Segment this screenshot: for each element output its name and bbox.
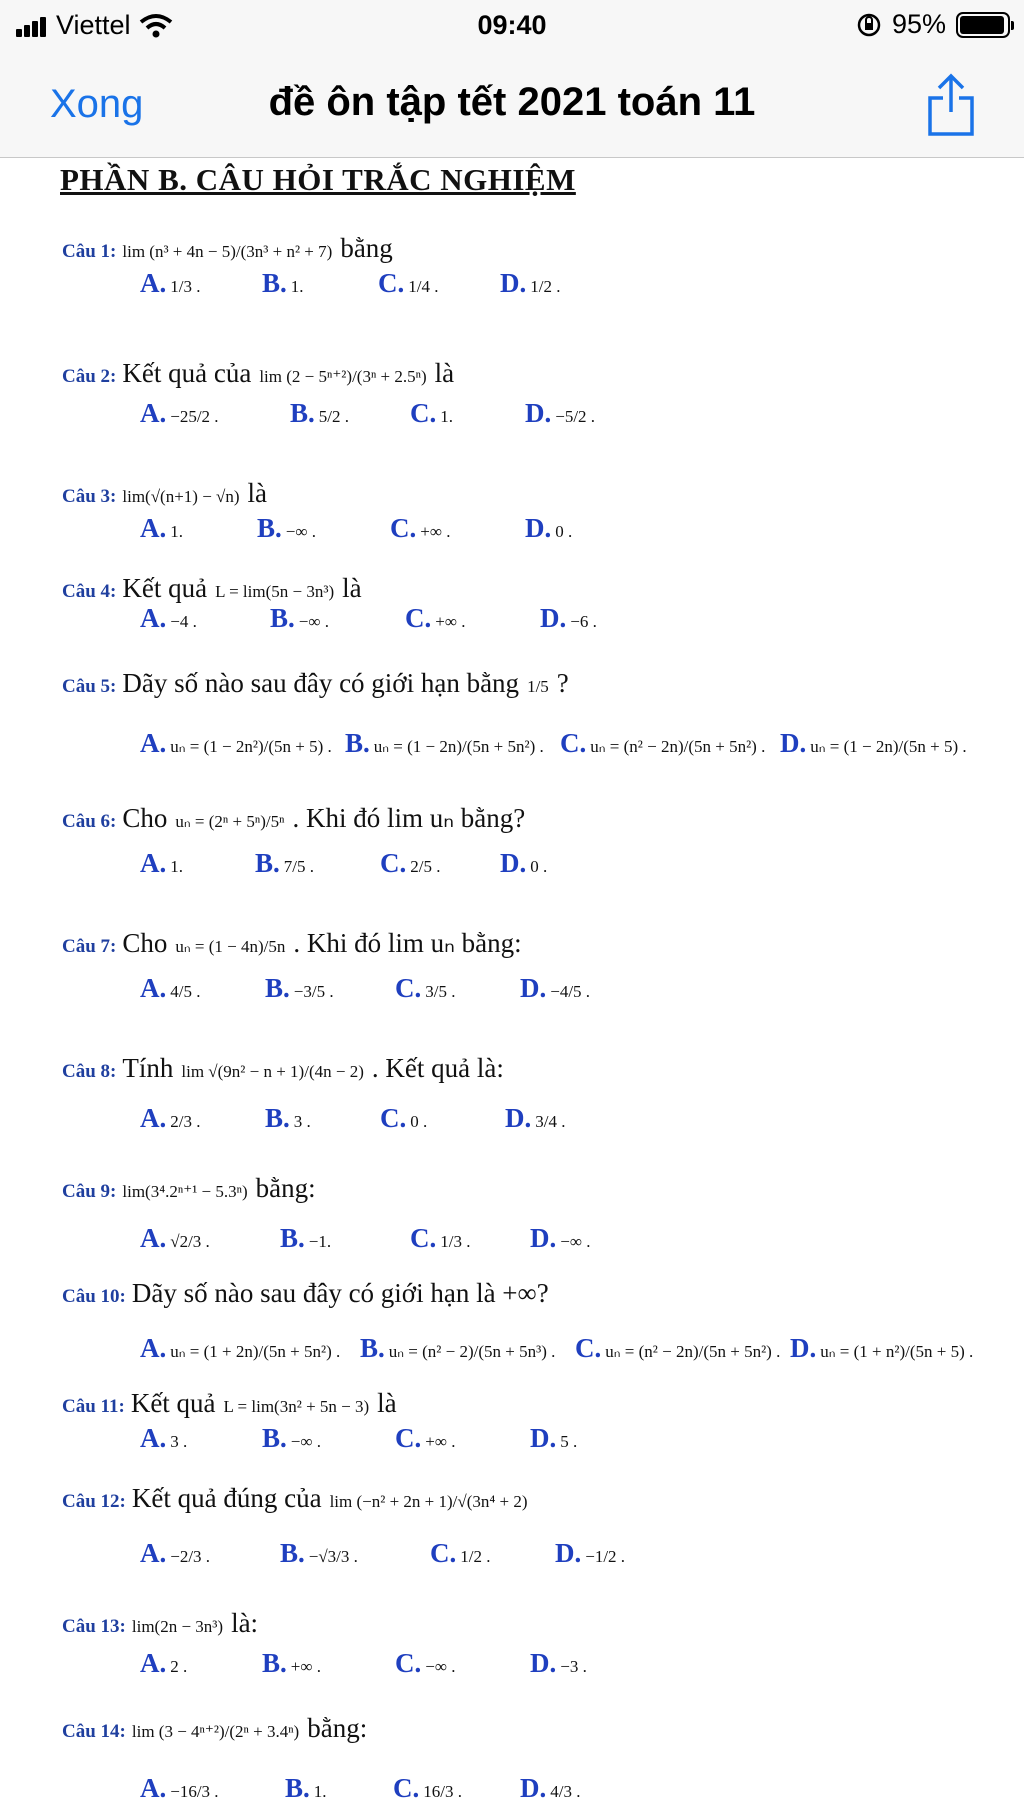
answer-letter: A. bbox=[140, 1648, 167, 1678]
answer-option bbox=[520, 1773, 580, 1804]
answer-option bbox=[140, 973, 200, 1004]
answer-letter: D. bbox=[520, 973, 547, 1003]
answer-value: 1/3 . bbox=[170, 277, 201, 296]
answer-letter: A. bbox=[140, 603, 167, 633]
answer-value: 7/5 . bbox=[283, 857, 314, 876]
answer-option bbox=[790, 1333, 973, 1364]
question-label: Câu 12: bbox=[62, 1491, 126, 1512]
question-text: Kết quả đúng của bbox=[131, 1483, 322, 1513]
answer-value: −1. bbox=[308, 1232, 332, 1251]
answer-letter: A. bbox=[140, 848, 167, 878]
answer-option bbox=[380, 1103, 427, 1134]
answer-letter: C. bbox=[395, 1648, 422, 1678]
answer-value: 5 . bbox=[560, 1432, 578, 1451]
question-text: Cho bbox=[122, 928, 168, 958]
answer-letter: C. bbox=[410, 398, 437, 428]
answer-value: uₙ = (1 + n²)/(5n + 5) . bbox=[820, 1342, 974, 1361]
answer-letter: C. bbox=[395, 1423, 422, 1453]
navigation-bar bbox=[0, 52, 1024, 158]
answer-letter: C. bbox=[405, 603, 432, 633]
answer-value: −25/2 . bbox=[170, 407, 219, 426]
question-text: Dãy số nào sau đây có giới hạn là +∞? bbox=[131, 1278, 549, 1308]
question-expression: L = lim(5n − 3n³) bbox=[215, 582, 335, 601]
answer-letter: C. bbox=[378, 268, 405, 298]
answer-option bbox=[555, 1538, 625, 1569]
question-6 bbox=[62, 803, 533, 834]
question-label: Câu 4: bbox=[62, 581, 117, 602]
answer-letter: D. bbox=[530, 1223, 557, 1253]
answer-value: uₙ = (1 − 2n)/(5n + 5) . bbox=[810, 737, 967, 756]
answer-value: 1. bbox=[170, 522, 183, 541]
answer-value: 2/5 . bbox=[410, 857, 441, 876]
answer-letter: D. bbox=[555, 1538, 582, 1568]
clock: 09:40 bbox=[477, 10, 547, 40]
question-expression: lim (−n² + 2n + 1)/√(3n⁴ + 2) bbox=[329, 1492, 528, 1511]
question-label: Câu 11: bbox=[62, 1396, 125, 1417]
question-14 bbox=[62, 1713, 375, 1744]
answer-value: −3 . bbox=[560, 1657, 587, 1676]
section-heading: PHẦN B. CÂU HỎI TRẮC NGHIỆM bbox=[60, 162, 576, 197]
question-suffix: . Khi đó lim uₙ bằng: bbox=[293, 928, 522, 958]
battery-percent: 95% bbox=[891, 9, 946, 39]
answer-letter: B. bbox=[262, 1423, 287, 1453]
answer-option bbox=[410, 1223, 470, 1254]
answer-letter: C. bbox=[393, 1773, 420, 1803]
answer-option bbox=[140, 1223, 210, 1254]
answer-letter: C. bbox=[430, 1538, 457, 1568]
answer-letter: D. bbox=[780, 728, 807, 758]
answer-value: 4/5 . bbox=[170, 982, 201, 1001]
question-suffix: là: bbox=[231, 1608, 259, 1638]
answer-letter: D. bbox=[520, 1773, 547, 1803]
question-12 bbox=[62, 1483, 536, 1514]
question-7 bbox=[62, 928, 530, 959]
question-label: Câu 8: bbox=[62, 1061, 117, 1082]
answer-letter: B. bbox=[285, 1773, 310, 1803]
question-suffix: . Khi đó lim uₙ bằng? bbox=[292, 803, 526, 833]
answer-letter: D. bbox=[525, 398, 552, 428]
answer-value: 3/4 . bbox=[535, 1112, 566, 1131]
answer-option bbox=[140, 848, 183, 879]
answer-letter: A. bbox=[140, 513, 167, 543]
answer-option bbox=[410, 398, 453, 429]
answer-option bbox=[270, 603, 329, 634]
answer-value: −∞ . bbox=[298, 612, 329, 631]
answer-letter: B. bbox=[262, 1648, 287, 1678]
answer-letter: D. bbox=[525, 513, 552, 543]
answer-value: 0 . bbox=[410, 1112, 428, 1131]
question-expression: lim √(9n² − n + 1)/(4n − 2) bbox=[181, 1062, 364, 1081]
question-expression: uₙ = (2ⁿ + 5ⁿ)/5ⁿ bbox=[175, 812, 285, 831]
answer-option bbox=[393, 1773, 462, 1804]
answer-letter: B. bbox=[345, 728, 370, 758]
document-page[interactable] bbox=[0, 158, 1024, 1820]
answer-option bbox=[500, 268, 560, 299]
question-2 bbox=[62, 358, 462, 389]
answer-option bbox=[520, 973, 590, 1004]
question-suffix: ? bbox=[556, 668, 569, 698]
question-3 bbox=[62, 478, 275, 509]
answer-value: uₙ = (n² − 2n)/(5n + 5n²) . bbox=[605, 1342, 781, 1361]
answer-option bbox=[265, 1103, 311, 1134]
status-right bbox=[856, 9, 1010, 40]
answer-option bbox=[285, 1773, 327, 1804]
answer-option bbox=[380, 848, 440, 879]
question-suffix: là bbox=[434, 358, 455, 388]
answer-value: 1/2 . bbox=[460, 1547, 491, 1566]
answer-value: −3/5 . bbox=[293, 982, 334, 1001]
answer-value: −∞ . bbox=[290, 1432, 321, 1451]
answer-option bbox=[140, 1333, 340, 1364]
answer-option bbox=[378, 268, 438, 299]
question-label: Câu 10: bbox=[62, 1286, 126, 1307]
answer-value: uₙ = (n² − 2n)/(5n + 5n²) . bbox=[590, 737, 766, 756]
answer-letter: C. bbox=[395, 973, 422, 1003]
answer-letter: C. bbox=[380, 1103, 407, 1133]
answer-option bbox=[525, 398, 595, 429]
answer-option bbox=[257, 513, 316, 544]
answer-option bbox=[360, 1333, 555, 1364]
question-expression: lim(3⁴.2ⁿ⁺¹ − 5.3ⁿ) bbox=[122, 1182, 248, 1201]
question-label: Câu 5: bbox=[62, 676, 117, 697]
answer-letter: B. bbox=[265, 973, 290, 1003]
question-text: Kết quả của bbox=[122, 358, 252, 388]
question-expression: lim (n³ + 4n − 5)/(3n³ + n² + 7) bbox=[122, 242, 333, 261]
battery-icon bbox=[956, 12, 1010, 38]
answer-value: −16/3 . bbox=[170, 1782, 219, 1801]
question-expression: lim(√(n+1) − √n) bbox=[122, 487, 240, 506]
answer-letter: A. bbox=[140, 1423, 167, 1453]
answer-letter: A. bbox=[140, 1333, 167, 1363]
answer-option bbox=[140, 1538, 210, 1569]
answer-option bbox=[255, 848, 314, 879]
answer-letter: D. bbox=[505, 1103, 532, 1133]
answer-value: 1. bbox=[290, 277, 304, 296]
question-label: Câu 2: bbox=[62, 366, 117, 387]
question-suffix: bằng bbox=[340, 233, 393, 263]
answer-option bbox=[500, 848, 547, 879]
question-10 bbox=[62, 1278, 557, 1309]
answer-letter: D. bbox=[500, 268, 527, 298]
answer-letter: C. bbox=[560, 728, 587, 758]
answer-value: −4/5 . bbox=[550, 982, 591, 1001]
answer-value: 3 . bbox=[170, 1432, 188, 1451]
question-label: Câu 7: bbox=[62, 936, 117, 957]
answer-letter: B. bbox=[270, 603, 295, 633]
question-suffix: bằng: bbox=[255, 1173, 316, 1203]
question-text: Kết quả bbox=[130, 1388, 216, 1418]
answer-option bbox=[405, 603, 465, 634]
answer-value: 1/3 . bbox=[440, 1232, 471, 1251]
answer-option bbox=[262, 1423, 321, 1454]
question-text: Cho bbox=[122, 803, 168, 833]
answer-value: uₙ = (n² − 2)/(5n + 5n³) . bbox=[388, 1342, 556, 1361]
question-label: Câu 3: bbox=[62, 486, 117, 507]
answer-value: 1/4 . bbox=[408, 277, 439, 296]
question-expression: lim (2 − 5ⁿ⁺²)/(3ⁿ + 2.5ⁿ) bbox=[259, 367, 427, 386]
answer-option bbox=[345, 728, 544, 759]
answer-letter: C. bbox=[380, 848, 407, 878]
answer-letter: A. bbox=[140, 728, 167, 758]
answer-value: uₙ = (1 − 2n)/(5n + 5n²) . bbox=[373, 737, 544, 756]
carrier-name: Viettel bbox=[56, 10, 131, 40]
answer-letter: B. bbox=[257, 513, 282, 543]
answer-option bbox=[140, 1773, 219, 1804]
question-text: Tính bbox=[122, 1053, 174, 1083]
answer-letter: C. bbox=[575, 1333, 602, 1363]
question-suffix: . Kết quả là: bbox=[371, 1053, 504, 1083]
answer-value: −5/2 . bbox=[555, 407, 596, 426]
question-5 bbox=[62, 668, 577, 699]
answer-value: −∞ . bbox=[285, 522, 316, 541]
answer-value: −∞ . bbox=[560, 1232, 591, 1251]
answer-value: −4 . bbox=[170, 612, 197, 631]
answer-option bbox=[280, 1223, 331, 1254]
answer-value: −∞ . bbox=[425, 1657, 456, 1676]
document-title: đề ôn tập tết 2021 toán 11 bbox=[268, 80, 756, 124]
answer-option bbox=[262, 268, 304, 299]
answer-value: uₙ = (1 + 2n)/(5n + 5n²) . bbox=[170, 1342, 341, 1361]
question-suffix: bằng: bbox=[307, 1713, 368, 1743]
answer-option bbox=[140, 398, 219, 429]
answer-value: +∞ . bbox=[425, 1432, 456, 1451]
answer-value: 4/3 . bbox=[550, 1782, 581, 1801]
answer-option bbox=[265, 973, 334, 1004]
answer-option bbox=[530, 1423, 577, 1454]
answer-letter: C. bbox=[390, 513, 417, 543]
answer-letter: A. bbox=[140, 398, 167, 428]
question-expression: uₙ = (1 − 4n)/5n bbox=[175, 937, 286, 956]
answer-letter: A. bbox=[140, 1103, 167, 1133]
question-label: Câu 9: bbox=[62, 1181, 117, 1202]
answer-option bbox=[540, 603, 597, 634]
answer-value: 1. bbox=[440, 407, 453, 426]
answer-letter: A. bbox=[140, 1773, 167, 1803]
answer-value: −6 . bbox=[570, 612, 597, 631]
answer-letter: B. bbox=[360, 1333, 385, 1363]
answer-letter: B. bbox=[255, 848, 280, 878]
answer-option bbox=[140, 728, 332, 759]
status-bar bbox=[0, 0, 1024, 52]
answer-option bbox=[395, 1648, 455, 1679]
answer-value: 2/3 . bbox=[170, 1112, 201, 1131]
share-icon[interactable] bbox=[926, 72, 976, 138]
question-13 bbox=[62, 1608, 266, 1639]
done-button[interactable]: Xong bbox=[50, 82, 144, 126]
answer-option bbox=[505, 1103, 565, 1134]
answer-option bbox=[140, 513, 183, 544]
answer-letter: B. bbox=[280, 1223, 305, 1253]
answer-letter: A. bbox=[140, 973, 167, 1003]
answer-option bbox=[140, 603, 197, 634]
answer-value: uₙ = (1 − 2n²)/(5n + 5) . bbox=[170, 737, 332, 756]
answer-option bbox=[575, 1333, 780, 1364]
answer-option bbox=[140, 1103, 200, 1134]
answer-option bbox=[395, 1423, 455, 1454]
answer-value: √2/3 . bbox=[170, 1232, 210, 1251]
question-suffix: là bbox=[247, 478, 268, 508]
answer-option bbox=[140, 1423, 187, 1454]
question-11 bbox=[62, 1388, 405, 1419]
answer-letter: C. bbox=[410, 1223, 437, 1253]
answer-option bbox=[280, 1538, 358, 1569]
question-text: Kết quả bbox=[122, 573, 208, 603]
question-9 bbox=[62, 1173, 324, 1204]
question-1 bbox=[62, 233, 401, 264]
answer-value: 0 . bbox=[530, 857, 548, 876]
answer-value: −2/3 . bbox=[170, 1547, 211, 1566]
answer-letter: B. bbox=[265, 1103, 290, 1133]
answer-letter: A. bbox=[140, 268, 167, 298]
answer-value: +∞ . bbox=[435, 612, 466, 631]
answer-letter: B. bbox=[280, 1538, 305, 1568]
question-label: Câu 6: bbox=[62, 811, 117, 832]
question-suffix: là bbox=[377, 1388, 397, 1418]
answer-value: 1. bbox=[170, 857, 183, 876]
question-text: Dãy số nào sau đây có giới hạn bằng bbox=[122, 668, 520, 698]
answer-letter: D. bbox=[790, 1333, 817, 1363]
question-label: Câu 14: bbox=[62, 1721, 126, 1742]
question-4 bbox=[62, 573, 370, 604]
orientation-lock-icon bbox=[856, 12, 882, 38]
question-label: Câu 13: bbox=[62, 1616, 126, 1637]
answer-letter: A. bbox=[140, 1538, 167, 1568]
answer-option bbox=[530, 1648, 587, 1679]
answer-letter: D. bbox=[500, 848, 527, 878]
question-expression: lim(2n − 3n³) bbox=[131, 1617, 224, 1636]
answer-letter: D. bbox=[530, 1423, 557, 1453]
question-expression: L = lim(3n² + 5n − 3) bbox=[223, 1397, 370, 1416]
answer-option bbox=[140, 268, 200, 299]
question-expression: 1/5 bbox=[527, 677, 549, 696]
answer-option bbox=[262, 1648, 321, 1679]
answer-value: 0 . bbox=[555, 522, 573, 541]
question-expression: lim (3 − 4ⁿ⁺²)/(2ⁿ + 3.4ⁿ) bbox=[131, 1722, 300, 1741]
answer-value: 3 . bbox=[293, 1112, 311, 1131]
answer-value: 16/3 . bbox=[423, 1782, 462, 1801]
answer-letter: A. bbox=[140, 1223, 167, 1253]
answer-value: −√3/3 . bbox=[308, 1547, 358, 1566]
answer-value: 5/2 . bbox=[318, 407, 349, 426]
answer-letter: B. bbox=[262, 268, 287, 298]
answer-letter: B. bbox=[290, 398, 315, 428]
answer-option bbox=[560, 728, 765, 759]
answer-value: 3/5 . bbox=[425, 982, 456, 1001]
answer-value: +∞ . bbox=[420, 522, 451, 541]
answer-option bbox=[430, 1538, 490, 1569]
answer-option bbox=[395, 973, 455, 1004]
question-suffix: là bbox=[342, 573, 362, 603]
answer-value: 1. bbox=[313, 1782, 327, 1801]
question-label: Câu 1: bbox=[62, 241, 117, 262]
answer-option bbox=[290, 398, 349, 429]
answer-option bbox=[390, 513, 450, 544]
answer-option bbox=[525, 513, 572, 544]
answer-letter: D. bbox=[540, 603, 567, 633]
answer-value: −1/2 . bbox=[585, 1547, 626, 1566]
question-8 bbox=[62, 1053, 512, 1084]
answer-value: +∞ . bbox=[290, 1657, 321, 1676]
answer-value: 1/2 . bbox=[530, 277, 561, 296]
answer-option bbox=[530, 1223, 590, 1254]
answer-value: 2 . bbox=[170, 1657, 188, 1676]
answer-letter: D. bbox=[530, 1648, 557, 1678]
answer-option bbox=[140, 1648, 187, 1679]
answer-option bbox=[780, 728, 967, 759]
